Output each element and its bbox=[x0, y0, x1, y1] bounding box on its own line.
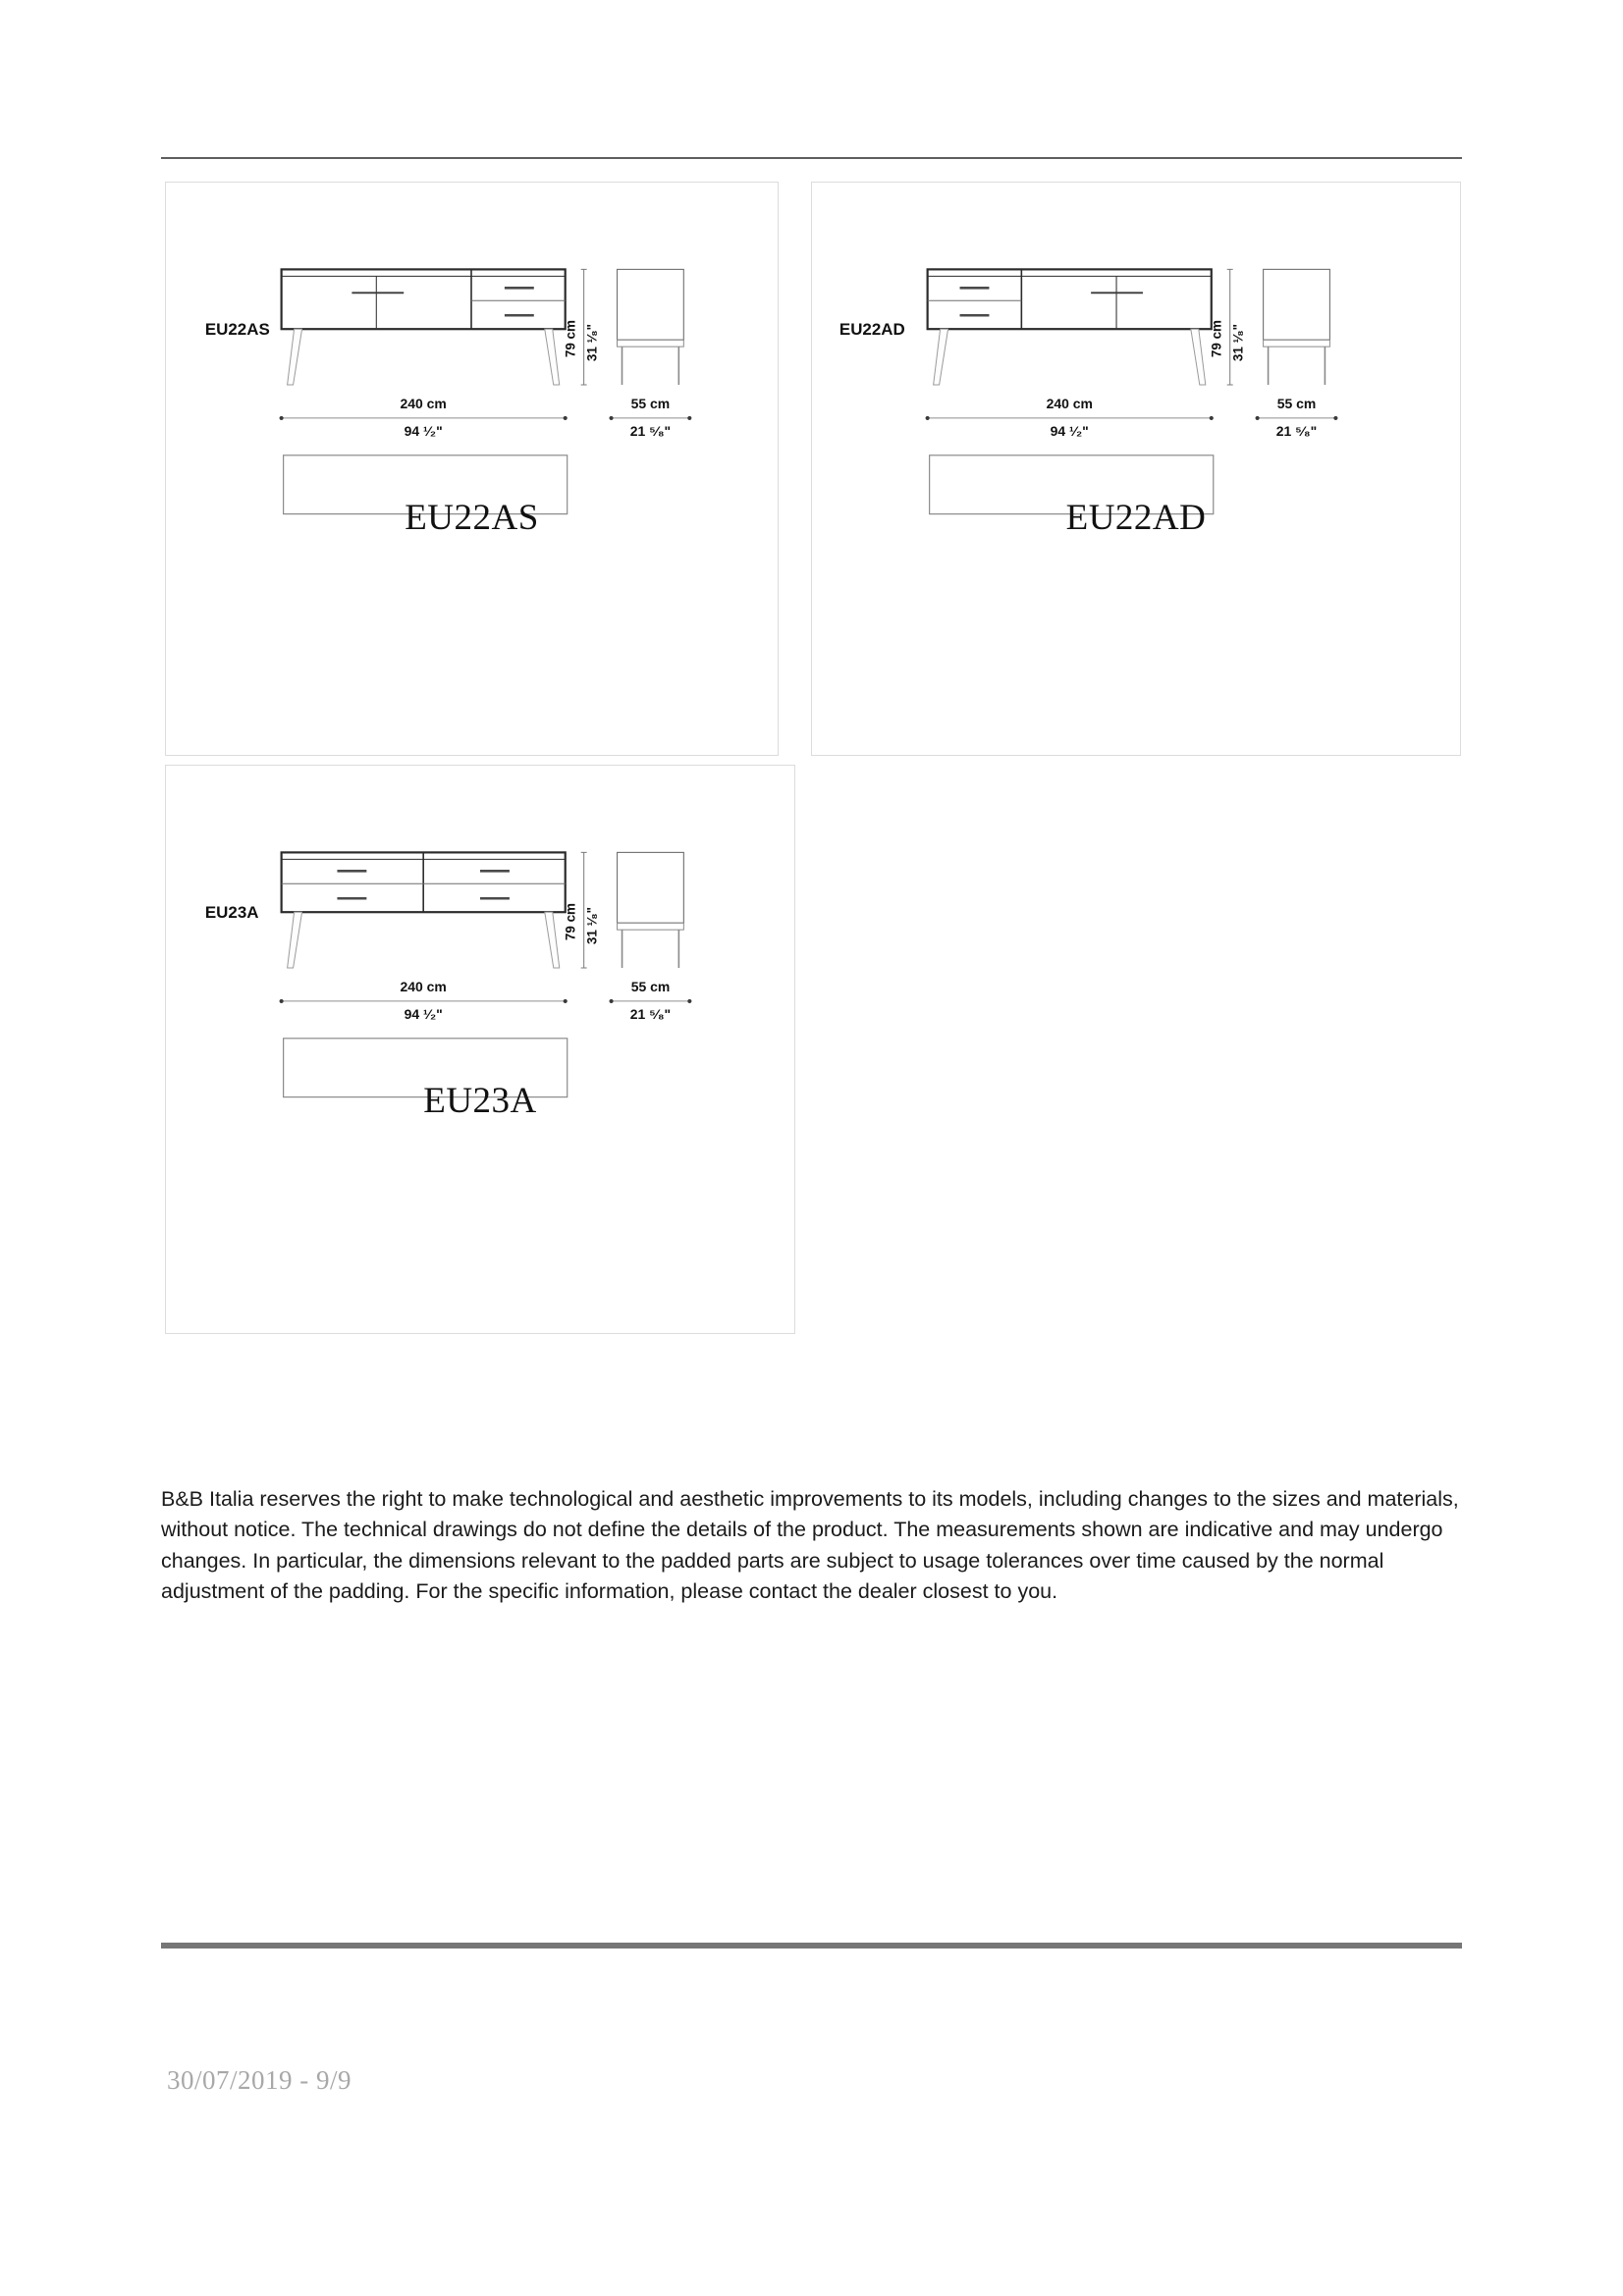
technical-drawing-eu22as bbox=[166, 183, 778, 605]
product-caption-eu23a: EU23A bbox=[423, 1081, 537, 1121]
technical-drawing-eu22ad bbox=[812, 183, 1460, 605]
width-in-label: 94 ¹⁄₂" bbox=[404, 1005, 443, 1022]
height-cm-label: 79 cm bbox=[563, 320, 578, 358]
depth-in-label: 21 ⁵⁄₈" bbox=[629, 1005, 672, 1022]
part-code-label: EU22AS bbox=[204, 320, 270, 340]
part-code-label: EU22AD bbox=[839, 320, 905, 340]
top-divider-rule bbox=[161, 157, 1462, 159]
height-cm-label: 79 cm bbox=[1209, 320, 1224, 358]
depth-cm-label: 55 cm bbox=[630, 395, 671, 411]
width-in-label: 94 ¹⁄₂" bbox=[1050, 422, 1089, 439]
depth-in-label: 21 ⁵⁄₈" bbox=[1275, 422, 1318, 439]
bottom-divider-rule bbox=[161, 1943, 1462, 1949]
product-card-eu23a bbox=[165, 765, 795, 1334]
depth-in-label: 21 ⁵⁄₈" bbox=[629, 422, 672, 439]
product-caption-eu22as: EU22AS bbox=[405, 498, 539, 538]
height-cm-label: 79 cm bbox=[563, 903, 578, 941]
technical-drawing-eu23a bbox=[166, 766, 794, 1188]
footer-date-page: 30/07/2019 - 9/9 bbox=[167, 2065, 352, 2095]
depth-cm-label: 55 cm bbox=[1276, 395, 1317, 411]
width-cm-label: 240 cm bbox=[400, 395, 447, 411]
product-caption-eu22ad: EU22AD bbox=[1065, 498, 1207, 538]
height-in-label: 31 ¹⁄₈" bbox=[1230, 324, 1246, 362]
width-cm-label: 240 cm bbox=[1046, 395, 1093, 411]
width-cm-label: 240 cm bbox=[400, 978, 447, 994]
product-card-eu22as bbox=[165, 182, 779, 756]
width-in-label: 94 ¹⁄₂" bbox=[404, 422, 443, 439]
height-in-label: 31 ¹⁄₈" bbox=[584, 324, 600, 362]
part-code-label: EU23A bbox=[204, 903, 259, 923]
depth-cm-label: 55 cm bbox=[630, 978, 671, 994]
product-card-eu22ad bbox=[811, 182, 1461, 756]
height-in-label: 31 ¹⁄₈" bbox=[584, 907, 600, 945]
disclaimer-paragraph: B&B Italia reserves the right to make technological and aesthetic improvements to its models, including changes to the sizes and materials, without notice. The technical drawings do not define the details of the product. The measurements shown are indicative and may undergo changes. In particular, the dimensions relevant to the padded parts are subject to usage tolerances over time caused by the normal adjustment of the padding. For the specific information, please contact the dealer closest to you. bbox=[161, 1486, 1459, 1604]
